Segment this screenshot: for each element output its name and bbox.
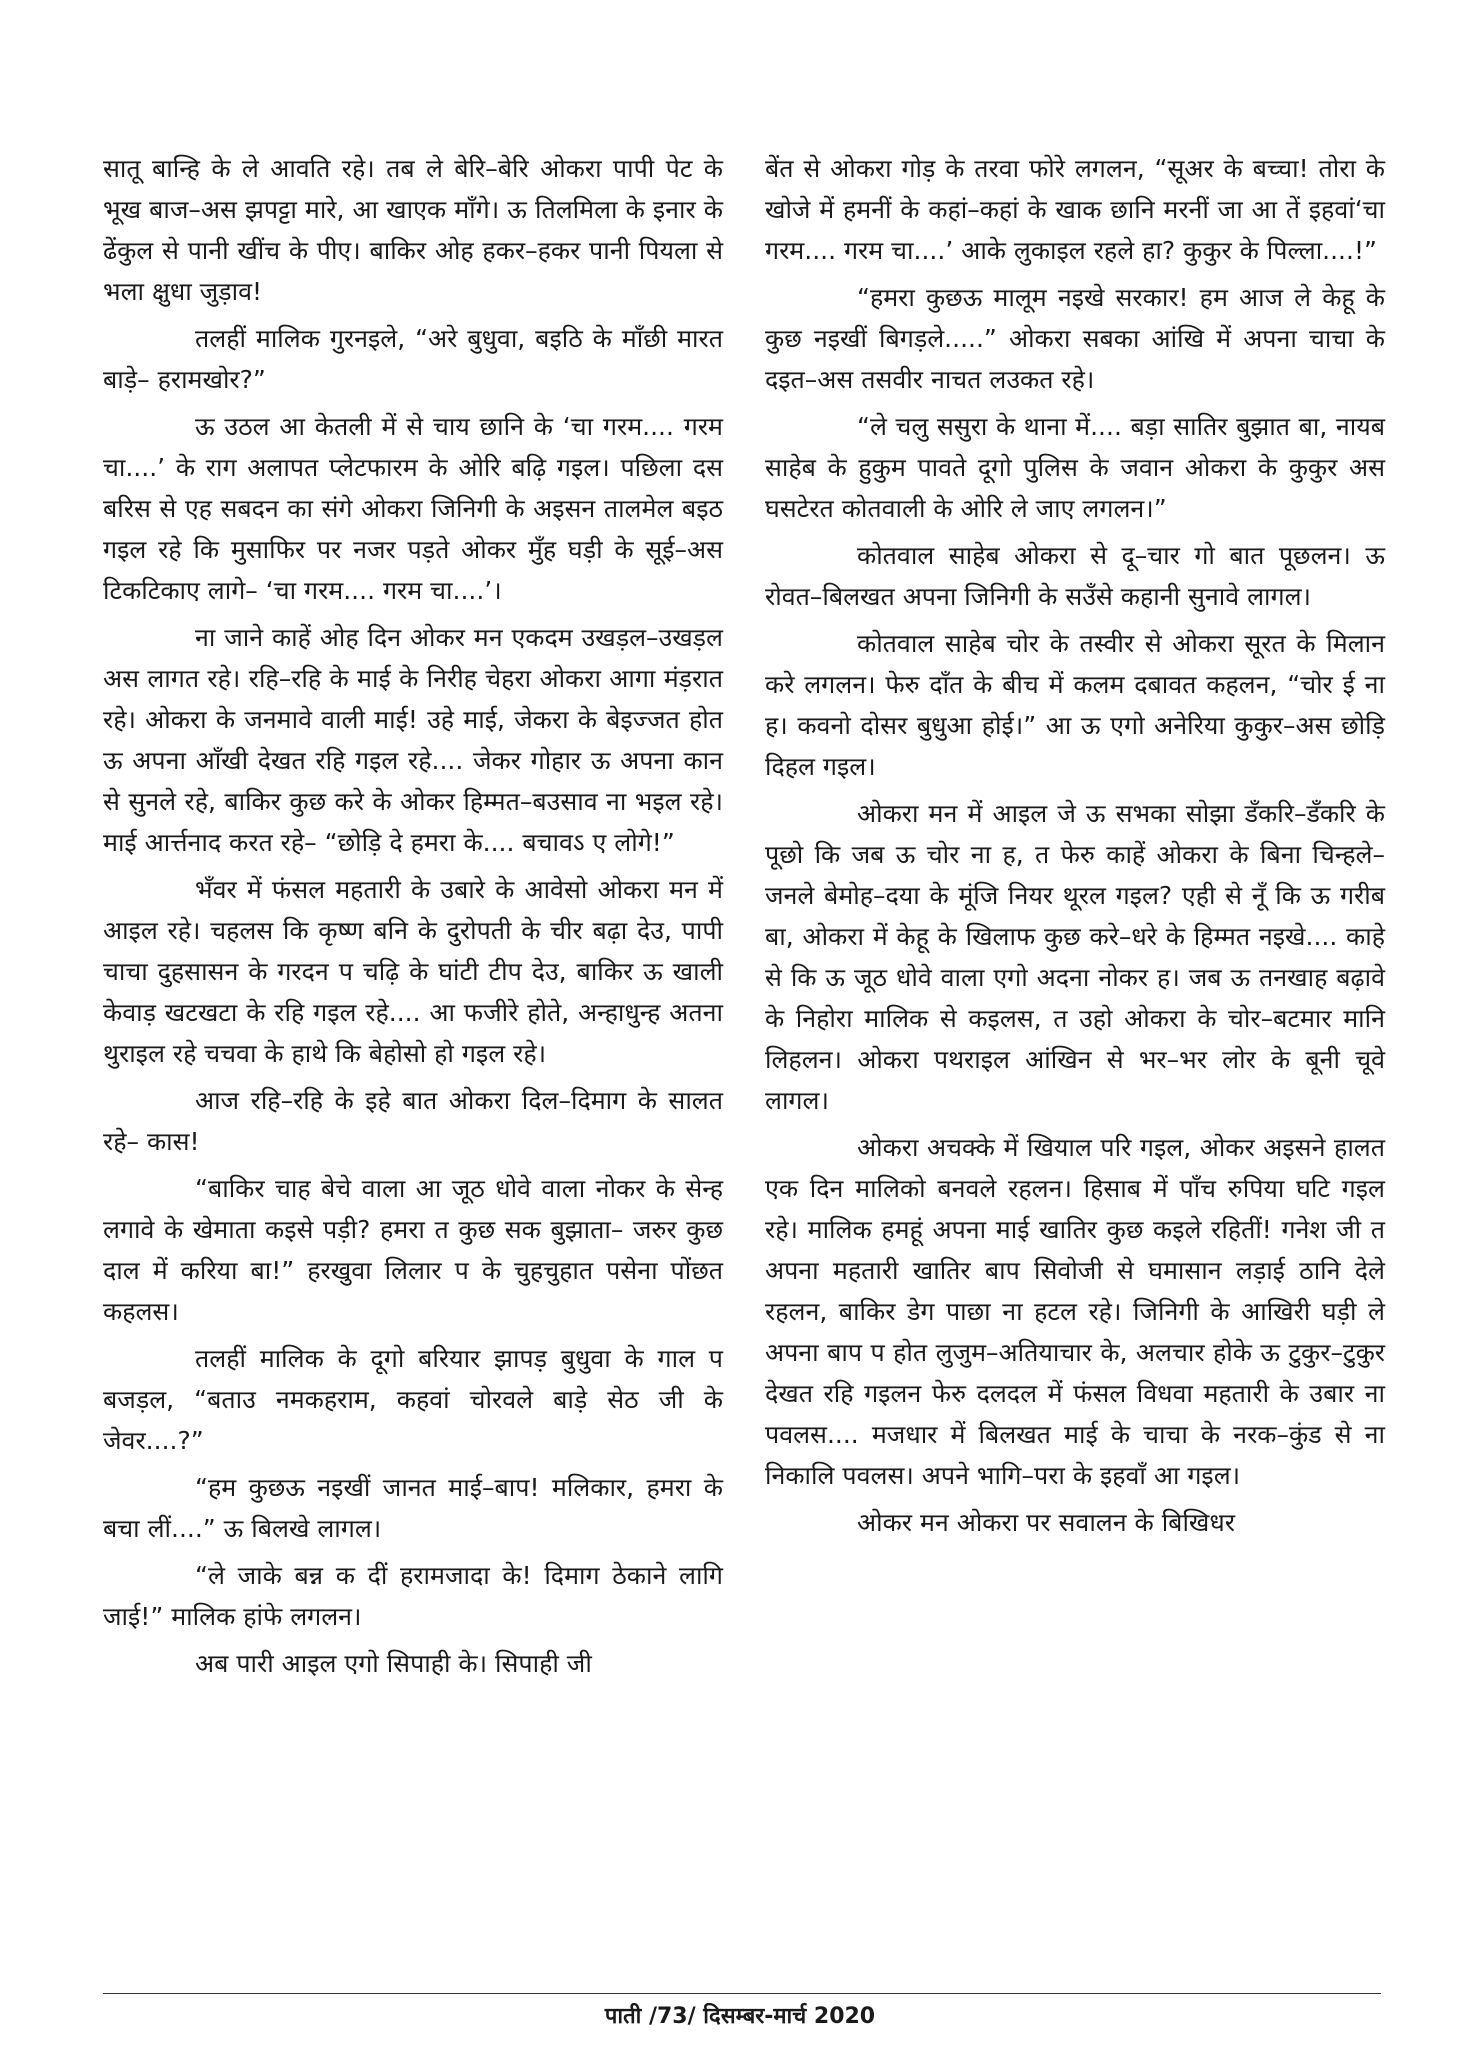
paragraph: अब पारी आइल एगो सिपाही के। सिपाही जी	[195, 1649, 592, 1678]
paragraph: “हमरा कुछऊ मालूम नइखे सरकार! हम आज ले केहू के कुछ नइखीं बिगड़ले.....” ओकरा सबका आंखि में अपना चाचा के दइत–अस तसवीर नाचत लउकत रहे।	[765, 283, 1385, 394]
footer-divider	[103, 1993, 1381, 1994]
page-footer: पाती /73/ दिसम्बर-मार्च 2020	[604, 2004, 876, 2029]
paragraph: तलहीं मालिक के दूगो बरियार झापड़ बुधुवा के गाल प बजड़ल, “बताउ नमकहराम, कहवां चोरवले बाड़े सेठ जी के जेवर....?”	[103, 1344, 723, 1455]
paragraph: ओकर मन ओकरा पर सवालन के बिखिधर	[857, 1508, 1235, 1537]
paragraph: बेंत से ओकरा गोड़ के तरवा फोरे लगलन, “सूअर के बच्चा! तोरा के खोजे में हमनीं के कहां–कहां के खाक छानि मरनीं जा आ तें इहवां‘चा गरम.... गरम चा....’ आके लुकाइल रहले हा? कुकुर के पिल्ला....!”	[765, 154, 1385, 265]
paragraph: ओकरा मन में आइल जे ऊ सभका सोझा डँकरि–डँकरि के पूछो कि जब ऊ चोर ना ह, त फेरु काहें ओकरा के बिना चिन्हले–जनले बेमोह–दया के मूंजि नियर थूरल गइल? एही से नूँ कि ऊ गरीब बा, ओकरा में केहू के खिलाफ कुछ करे–धरे के हिम्मत नइखे.... काहे से कि ऊ जूठ धोवे वाला एगो अदना नोकर ह। जब ऊ तनखाह बढ़ावे के निहोरा मालिक से कइलस, त उहो ओकरा के चोर–बटमार मानि लिहलन। ओकरा पथराइल आंखिन से भर–भर लोर के बूनी चूवे लागल।	[765, 799, 1385, 1115]
paragraph: सातू बान्हि के ले आवति रहे। तब ले बेरि–बेरि ओकरा पापी पेट के भूख बाज–अस झपट्टा मारे, आ खाएक माँगे। ऊ तिलमिला के इनार के ढेंकुल से पानी खींच के पीए। बाकिर ओह हकर–हकर पानी पियला से भला क्षुधा जुड़ाव!	[103, 154, 723, 306]
paragraph: “ले जाके बन्न क दीं हरामजादा के! दिमाग ठेकाने लागि जाई!” मालिक हांफे लगलन।	[103, 1561, 723, 1631]
paragraph: ऊ उठल आ केतली में से चाय छानि के ‘चा गरम.... गरम चा....’ के राग अलापत प्लेटफारम के ओरि बढ़ि गइल। पछिला दस बरिस से एह सबदन का संगे ओकरा जिनिगी के अइसन तालमेल बइठ गइल रहे कि मुसाफिर पर नजर पड़ते ओकर मुँह घड़ी के सूई–अस टिकटिकाए लागे– ‘चा गरम.... गरम चा....’।	[103, 412, 723, 605]
paragraph: तलहीं मालिक गुरनइले, “अरे बुधुवा, बइठि के माँछी मारत बाड़े– हरामखोर?”	[103, 324, 723, 394]
right-text-column	[765, 148, 1385, 1549]
paragraph: “हम कुछऊ नइखीं जानत माई–बाप! मलिकार, हमरा के बचा लीं....” ऊ बिलखे लागल।	[103, 1473, 723, 1543]
paragraph: ना जाने काहें ओह दिन ओकर मन एकदम उखड़ल–उखड़ल अस लागत रहे। रहि–रहि के माई के निरीह चेहरा ओकरा आगा मंड़रात रहे। ओकरा के जनमावे वाली माई! उहे माई, जेकरा के बेइज्जत होत ऊ अपना आँखी देखत रहि गइल रहे.... जेकर गोहार ऊ अपना कान से सुनले रहे, बाकिर कुछ करे के ओकर हिम्मत–बउसाव ना भइल रहे। माई आर्त्तनाद करत रहे– “छोड़ि दे हमरा के.... बचावऽ ए लोगे!”	[103, 623, 723, 857]
paragraph: भँवर में फंसल महतारी के उबारे के आवेसो ओकरा मन में आइल रहे। चहलस कि कृष्ण बनि के दुरोपती के चीर बढ़ा देउ, पापी चाचा दुहसासन के गरदन प चढ़ि के घांटी टीप देउ, बाकिर ऊ खाली केवाड़ खटखटा के रहि गइल रहे.... आ फजीरे होते, अन्हाधुन्ह अतना थुराइल रहे चचवा के हाथे कि बेहोसो हो गइल रहे।	[103, 875, 723, 1068]
paragraph: “बाकिर चाह बेचे वाला आ जूठ धोवे वाला नोकर के सेन्ह लगावे के खेमाता कइसे पड़ी? हमरा त कुछ सक बुझाता– जरुर कुछ दाल में करिया बा!” हरखुवा लिलार प के चुहचुहात पसेना पोंछत कहलस।	[103, 1174, 723, 1326]
left-text-column	[103, 148, 723, 1690]
paragraph: “ले चलु ससुरा के थाना में.... बड़ा सातिर बुझात बा, नायब साहेब के हुकुम पावते दूगो पुलिस के जवान ओकरा के कुकुर अस घसटेरत कोतवाली के ओरि ले जाए लगलन।”	[765, 412, 1385, 523]
paragraph: ओकरा अचक्के में खियाल परि गइल, ओकर अइसने हालत एक दिन मालिको बनवले रहलन। हिसाब में पाँच रुपिया घटि गइल रहे। मालिक हमहूं अपना माई खातिर कुछ कइले रहितीं! गनेश जी त अपना महतारी खातिर बाप सिवोजी से घमासान लड़ाई ठानि देले रहलन, बाकिर डेग पाछा ना हटल रहे। जिनिगी के आखिरी घड़ी ले अपना बाप प होत लुजुम–अतियाचार के, अलचार होके ऊ टुकुर–टुकुर देखत रहि गइलन फेरु दलदल में फंसल विधवा महतारी के उबार ना पवलस.... मजधार में बिलखत माई के चाचा के नरक–कुंड से ना निकालि पवलस। अपने भागि–परा के इहवाँ आ गइल।	[765, 1133, 1385, 1490]
paragraph: कोतवाल साहेब ओकरा से दू–चार गो बात पूछलन। ऊ रोवत–बिलखत अपना जिनिगी के सउँसे कहानी सुनावे लागल।	[765, 541, 1385, 611]
paragraph: कोतवाल साहेब चोर के तस्वीर से ओकरा सूरत के मिलान करे लगलन। फेरु दाँत के बीच में कलम दबावत कहलन, “चोर ई ना ह। कवनो दोसर बुधुआ होई।” आ ऊ एगो अनेरिया कुकुर–अस छोड़ि दिहल गइल।	[765, 629, 1385, 781]
paragraph: आज रहि–रहि के इहे बात ओकरा दिल–दिमाग के सालत रहे– कास!	[103, 1086, 723, 1156]
